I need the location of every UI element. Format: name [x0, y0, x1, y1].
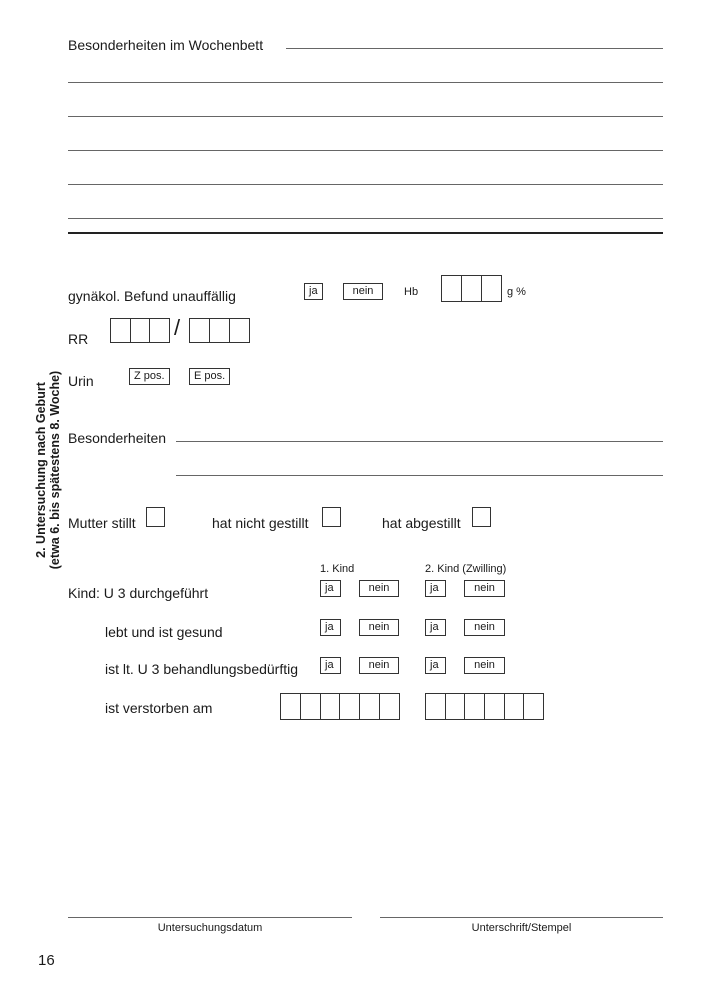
urin-label: Urin — [68, 373, 94, 389]
befund-nein-checkbox[interactable]: nein — [343, 283, 383, 300]
gesund-kind2-ja-checkbox[interactable]: ja — [425, 619, 446, 636]
wochenbett-line-2[interactable] — [68, 82, 663, 83]
side-heading — [24, 365, 72, 575]
kind-col1-header: 1. Kind — [320, 563, 355, 575]
abgestillt-checkbox[interactable] — [472, 507, 491, 527]
gesund-kind2-nein-checkbox[interactable]: nein — [464, 619, 505, 636]
behandlung-kind2-ja-checkbox[interactable]: ja — [425, 657, 446, 674]
mutter-stillt-checkbox[interactable] — [146, 507, 165, 527]
kind-col2-header: 2. Kind (Zwilling) — [425, 563, 507, 575]
verstorben-kind1-date-field[interactable] — [280, 693, 400, 720]
u3-kind2-nein-checkbox[interactable]: nein — [464, 580, 505, 597]
urin-z-pos-checkbox[interactable]: Z pos. — [129, 368, 170, 385]
kind-row-label: ist verstorben am — [105, 700, 213, 716]
wochenbett-line-6[interactable] — [68, 218, 663, 219]
besonderheiten-line-2[interactable] — [176, 475, 663, 476]
side-heading-line1: 2. Untersuchung nach Geburt — [34, 382, 48, 558]
rr-separator: / — [174, 315, 181, 340]
mutter-stillt-label: Mutter stillt — [68, 515, 136, 531]
besonderheiten-label: Besonderheiten — [68, 430, 167, 446]
hb-label: Hb — [404, 286, 419, 298]
u3-kind2-ja-checkbox[interactable]: ja — [425, 580, 446, 597]
kind-row-label: Kind: U 3 durchgeführt — [68, 585, 209, 601]
befund-label: gynäkol. Befund unauffällig — [68, 288, 236, 304]
urin-e-pos-checkbox[interactable]: E pos. — [189, 368, 230, 385]
wochenbett-line-4[interactable] — [68, 150, 663, 151]
side-heading-line2: (etwa 6. bis spätestens 8. Woche) — [48, 370, 62, 570]
rr-label: RR — [68, 331, 89, 347]
date-signature-line[interactable] — [68, 917, 352, 918]
behandlung-kind2-nein-checkbox[interactable]: nein — [464, 657, 505, 674]
u3-kind1-nein-checkbox[interactable]: nein — [359, 580, 399, 597]
besonderheiten-line-1[interactable] — [176, 441, 663, 442]
rr-systolic-field[interactable] — [110, 318, 170, 343]
nicht-gestillt-checkbox[interactable] — [322, 507, 341, 527]
hb-unit: g % — [507, 286, 526, 298]
hb-value-field[interactable] — [441, 275, 502, 302]
verstorben-kind2-date-field[interactable] — [425, 693, 544, 720]
wochenbett-line-5[interactable] — [68, 184, 663, 185]
stamp-signature-line[interactable] — [380, 917, 663, 918]
gesund-kind1-ja-checkbox[interactable]: ja — [320, 619, 341, 636]
abgestillt-label: hat abgestillt — [382, 515, 461, 531]
wochenbett-label: Besonderheiten im Wochenbett — [68, 37, 264, 53]
section-divider — [68, 232, 663, 234]
kind-row-label: ist lt. U 3 behandlungsbedürftig — [105, 661, 299, 677]
u3-kind1-ja-checkbox[interactable]: ja — [320, 580, 341, 597]
kind-row-label: lebt und ist gesund — [105, 624, 223, 640]
page-number: 16 — [38, 952, 55, 969]
behandlung-kind1-nein-checkbox[interactable]: nein — [359, 657, 399, 674]
wochenbett-line-3[interactable] — [68, 116, 663, 117]
nicht-gestillt-label: hat nicht gestillt — [212, 515, 309, 531]
gesund-kind1-nein-checkbox[interactable]: nein — [359, 619, 399, 636]
befund-ja-checkbox[interactable]: ja — [304, 283, 323, 300]
rr-diastolic-field[interactable] — [189, 318, 250, 343]
behandlung-kind1-ja-checkbox[interactable]: ja — [320, 657, 341, 674]
signature-label: Unterschrift/Stempel — [471, 922, 572, 934]
wochenbett-line-1[interactable] — [286, 48, 663, 49]
date-label: Untersuchungsdatum — [157, 922, 263, 934]
